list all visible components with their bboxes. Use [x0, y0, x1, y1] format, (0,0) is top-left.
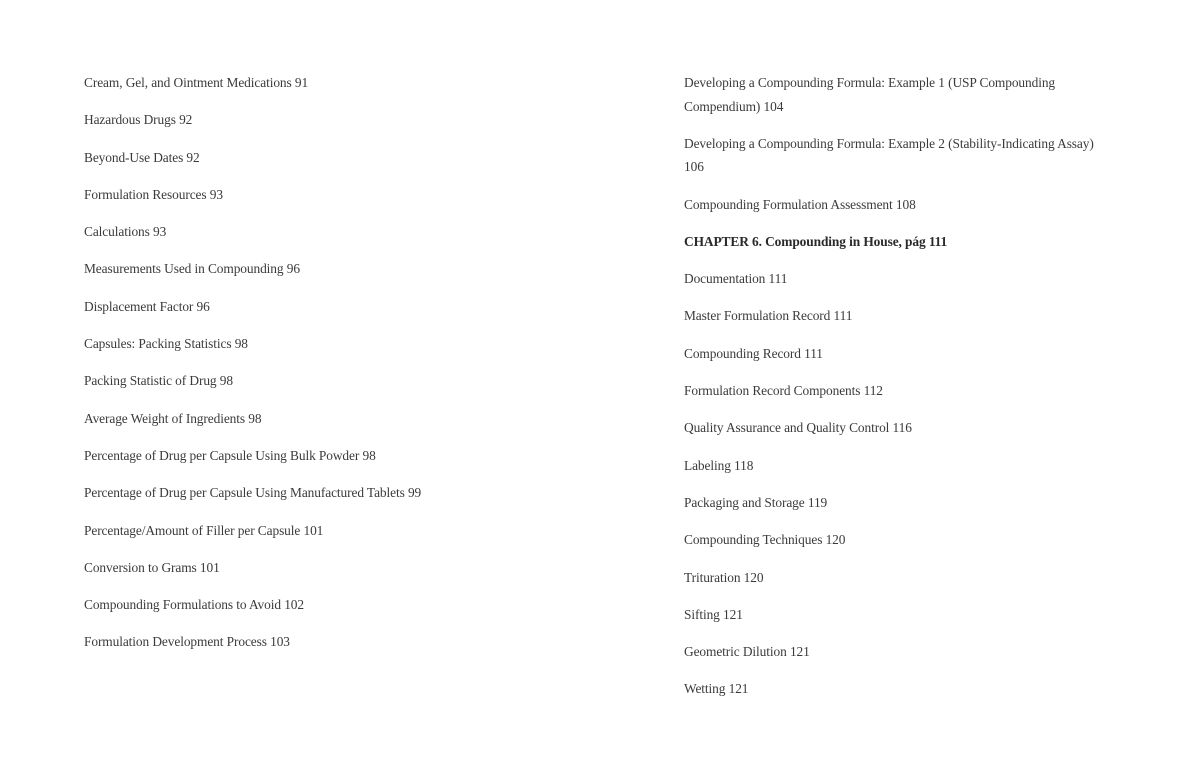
toc-entry: Wetting 121	[684, 681, 749, 697]
toc-entry: Percentage/Amount of Filler per Capsule 101	[84, 522, 324, 538]
toc-entry: Compounding Techniques 120	[684, 532, 846, 548]
toc-entry: Developing a Compounding Formula: Example 2 (Stability-Indicating Assay) 106	[684, 135, 1094, 175]
toc-entry: Measurements Used in Compounding 96	[84, 261, 300, 277]
toc-entry: Developing a Compounding Formula: Example 1 (USP Compounding Compendium) 104	[684, 75, 1056, 114]
toc-entry: Percentage of Drug per Capsule Using Bulk Powder 98	[84, 447, 376, 463]
toc-entry: Compounding Record 111	[684, 345, 823, 361]
toc-right-column	[684, 71, 1114, 715]
toc-entry: Capsules: Packing Statistics 98	[84, 336, 248, 352]
toc-entry: Packing Statistic of Drug 98	[84, 373, 233, 389]
toc-entry: Calculations 93	[84, 224, 167, 240]
toc-entry: Formulation Development Process 103	[84, 634, 290, 650]
toc-entry: Formulation Record Components 112	[684, 383, 883, 399]
toc-entry: Displacement Factor 96	[84, 298, 210, 314]
toc-entry: Compounding Formulation Assessment 108	[684, 196, 916, 212]
toc-entry: Conversion to Grams 101	[84, 559, 220, 575]
toc-entry: Documentation 111	[684, 271, 788, 287]
toc-entry: Packaging and Storage 119	[684, 494, 828, 510]
toc-entry: Sifting 121	[684, 606, 743, 622]
toc-entry: Compounding Formulations to Avoid 102	[84, 597, 304, 613]
toc-entry: Trituration 120	[684, 569, 764, 585]
toc-entry: Average Weight of Ingredients 98	[84, 410, 262, 426]
toc-entry: Cream, Gel, and Ointment Medications 91	[84, 75, 309, 90]
toc-entry: Beyond-Use Dates 92	[84, 149, 200, 165]
toc-entry: Geometric Dilution 121	[684, 644, 810, 660]
toc-entry: Formulation Resources 93	[84, 186, 223, 202]
toc-entry: Labeling 118	[684, 457, 754, 473]
toc-entry: Master Formulation Record 111	[684, 308, 853, 324]
toc-left-column	[84, 71, 604, 668]
chapter-heading: CHAPTER 6. Compounding in House, pág 111	[684, 233, 948, 249]
toc-entry: Quality Assurance and Quality Control 116	[684, 420, 912, 436]
toc-entry: Percentage of Drug per Capsule Using Manufactured Tablets 99	[84, 485, 422, 501]
toc-entry: Hazardous Drugs 92	[84, 112, 193, 128]
